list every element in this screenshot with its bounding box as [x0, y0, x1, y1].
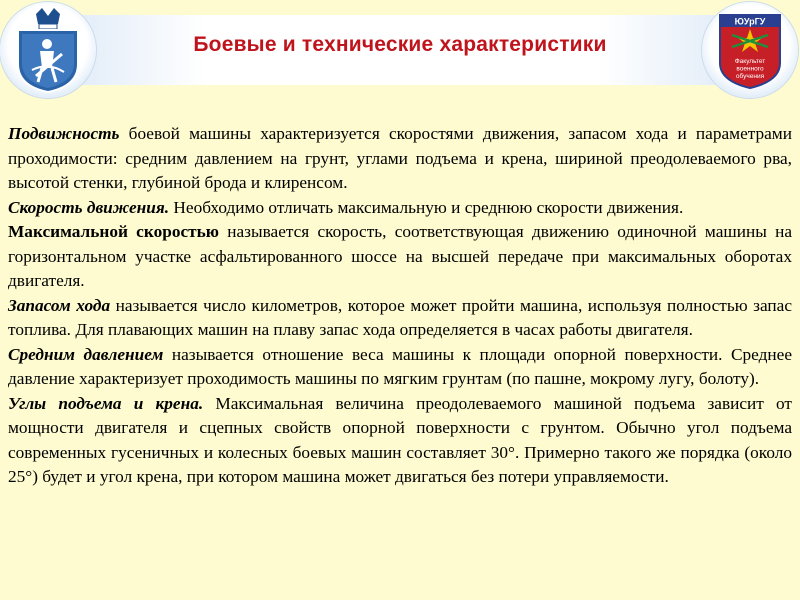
paragraph-text: называется скорость, соответствующая движению одиночной машины на горизонтальном участке асфальтированного шоссе на высшей передаче при максимальных оборотах двигателя.: [8, 222, 792, 290]
paragraph-text: Максимальная величина преодолеваемого машиной подъема зависит от мощности двигателя и сцепных свойств опорной поверхности с грунтом. Обычно угол подъема современных гусеничных и колесных боевых машин составляет 30°. Примерно такого же порядка (около 25°) будет и угол крена, при котором машина может двигаться без потери управляемости.: [8, 393, 792, 486]
paragraph-pressure: [8, 343, 792, 392]
faculty-emblem: [702, 2, 798, 98]
page-title: Боевые и технические характеристики: [193, 33, 607, 56]
paragraph-speed: [8, 196, 792, 221]
term-speed: Скорость движения.: [8, 197, 170, 217]
paragraph-text: называется число километров, которое может пройти машина, используя полностью запас топлива. Для плавающих машин на плаву запас хода определяется в часах работы двигателя.: [8, 295, 793, 339]
paragraph-range: [8, 294, 792, 343]
faculty-emblem-line2: военного: [736, 65, 764, 73]
paragraph-mobility: [8, 122, 792, 196]
paragraph-angles: [8, 392, 792, 490]
paragraph-max-speed: [8, 220, 792, 294]
faculty-emblem-line3: обучения: [735, 73, 765, 80]
term-range: Запасом хода: [8, 295, 111, 315]
term-max-speed: Максимальной скоростью: [8, 222, 219, 241]
faculty-emblem-line1: Факультет: [734, 58, 766, 65]
term-angles: Углы подъема и крена.: [8, 393, 204, 413]
term-pressure: Средним давлением: [8, 344, 164, 364]
faculty-emblem-icon: [718, 13, 782, 89]
faculty-emblem-top-text: ЮУрГУ: [734, 16, 766, 27]
paragraph-text: боевой машины характеризуется скоростями движения, запасом хода и параметрами проходимости: средним давлением на грунт, углами подъема и крена, шириной преодолеваемого рва, высотой стенки, глубиной брода и клиренсом.: [8, 124, 792, 192]
paragraph-text: Необходимо отличать максимальную и среднюю скорости движения.: [169, 197, 684, 217]
term-mobility: Подвижность: [8, 124, 120, 143]
main-text: [8, 122, 792, 490]
paragraph-text: называется отношение веса машины к площади опорной поверхности. Среднее давление характеризует проходимость машины по мягким грунтам (по пашне, мокрому лугу, болоту).: [8, 344, 792, 388]
